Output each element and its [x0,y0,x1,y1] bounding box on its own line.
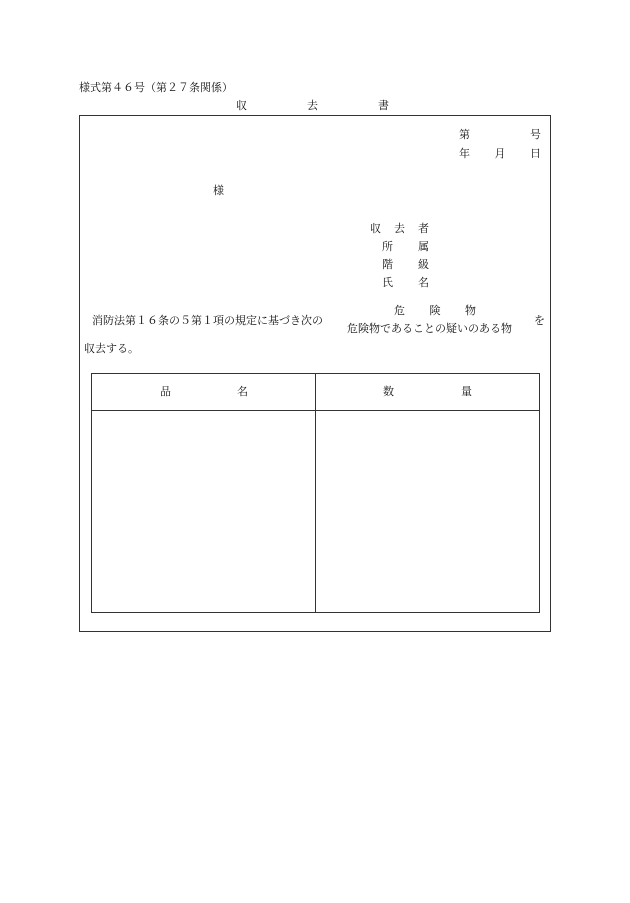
issuer-heading-char: 収 [370,222,381,235]
issuer-label-char: 属 [418,240,429,253]
column-header-quantity [383,385,472,399]
date-day-label: 日 [530,147,541,160]
table-body-item-name-cell[interactable] [92,411,315,612]
issuer-heading [370,222,429,236]
issuer-label-char: 級 [418,258,429,271]
issuer-heading-char: 者 [418,222,429,235]
title-char: 去 [307,99,318,112]
statement-option-suspected: 危険物であることの疑いのある物 [347,322,512,335]
issuer-label-char: 階 [382,258,393,271]
column-header-item-name [160,385,248,399]
issuer-name-label [382,276,429,290]
option-char: 険 [429,304,441,317]
issuer-rank-label [382,258,429,272]
statement-particle: を [534,314,545,327]
title-char: 収 [236,99,247,112]
statement-prefix: 消防法第１６条の５第１項の規定に基づき次の [92,314,323,327]
issuer-label-char: 氏 [382,276,393,289]
table-body-quantity-cell[interactable] [316,411,539,612]
items-table [91,373,540,613]
title-char: 書 [378,99,389,112]
column-header-char: 品 [160,385,171,398]
issue-date [459,147,541,161]
date-month-label: 月 [494,147,506,160]
document-number [459,128,541,142]
option-char: 物 [465,304,476,317]
statement-suffix: 収去する。 [84,342,139,355]
date-year-label: 年 [459,147,470,160]
column-header-char: 量 [461,385,472,398]
issuer-label-char: 所 [382,240,393,253]
column-header-char: 名 [237,385,248,398]
number-label-left: 第 [459,128,470,141]
form-number: 様式第４６号（第２７条関係） [79,81,233,94]
addressee-suffix: 様 [213,184,224,197]
issuer-label-char: 名 [418,276,429,289]
document-title [236,99,389,113]
number-label-right: 号 [530,128,541,141]
option-char: 危 [394,304,405,317]
statement-option-dangerous-goods [394,304,476,318]
issuer-affiliation-label [382,240,429,254]
column-header-char: 数 [383,385,394,398]
issuer-heading-char: 去 [394,222,405,235]
